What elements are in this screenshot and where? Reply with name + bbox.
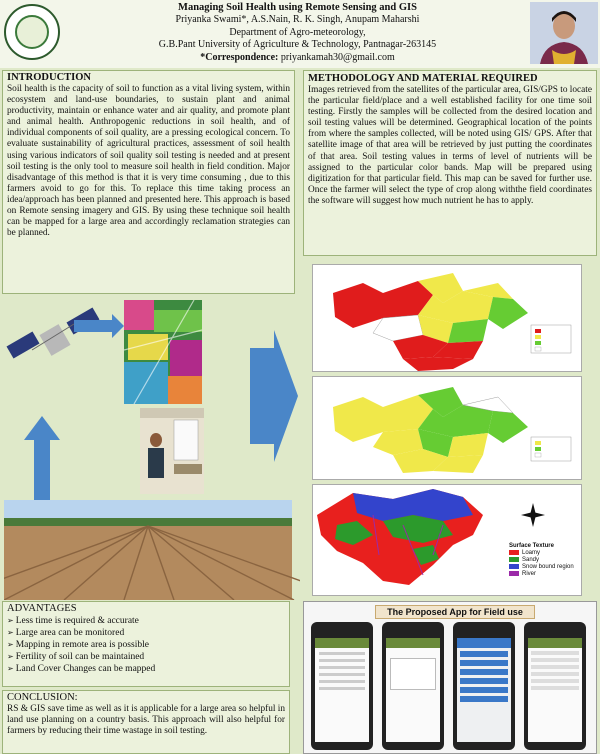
- satellite-icon: [7, 307, 100, 358]
- methodology-text: Images retrieved from the satellites of the particular area, GIS/GPS to locate the particular field/place and a well established facility for one time soil testing. Firstly the samples will be collected from the desired location and soil testing values will be determined. Geographical location of the points from where the samples collected, will be noted using GIS/ GPS. After that satellite image of that area will be retrieved by just putting the coordinates of that area. Soil testing values in terms of level of nutrients will be assigned to the particular color bands. Map will be prepared using digitization for that particular field. This map can be saved for further use. Once the farmer will select the type of crop along withthe field coordinates the software will suggest how much nutrient he has to apply.: [308, 85, 592, 206]
- university-logo: [4, 4, 60, 60]
- authors: Priyanka Swami*, A.S.Nain, R. K. Singh, Anupam Maharshi: [175, 14, 420, 26]
- satellite-image: [124, 300, 202, 404]
- legend-title: Surface Texture: [509, 543, 554, 549]
- legend-item-snow: Snow bound region: [509, 564, 581, 571]
- soil-testing-lab-photo: [140, 408, 204, 494]
- phone-screen-1: [311, 622, 373, 750]
- conclusion-heading: CONCLUSION:: [7, 692, 78, 703]
- legend-item-sandy: Sandy: [509, 557, 581, 564]
- list-item: ➢ Large area can be monitored: [7, 627, 285, 639]
- texture-legend: [509, 543, 581, 578]
- phone-screen-3: [453, 622, 515, 750]
- surface-texture-map: [312, 484, 582, 596]
- introduction-heading: INTRODUCTION: [7, 72, 92, 83]
- legend-item-river: River: [509, 571, 581, 578]
- conclusion-section: [2, 690, 290, 754]
- list-item: ➢ Fertility of soil can be maintained: [7, 651, 285, 663]
- potassium-status-map: [312, 376, 582, 480]
- app-title: The Proposed App for Field use: [375, 605, 535, 619]
- legend-item-loamy: Loamy: [509, 550, 581, 557]
- author-photo: [530, 2, 598, 64]
- methodology-section: [303, 70, 597, 256]
- advantages-heading: ADVANTAGES: [7, 603, 77, 614]
- north-arrow-icon: [521, 503, 545, 527]
- advantages-section: [2, 601, 290, 687]
- introduction-section: [2, 70, 295, 294]
- methodology-heading: METHODOLOGY AND MATERIAL REQUIRED: [308, 73, 538, 84]
- list-item: ➢ Land Cover Changes can be mapped: [7, 663, 285, 675]
- introduction-text: Soil health is the capacity of soil to function as a vital living system, within ecosystem and land-use boundaries, to sustain plant and animal productivity, maintain or enhance water and air quality, and promote plant and animal health. Anthropogenic reductions in soil health, and of individual components of soil quality, are a pressing ecological concern. To evaluate sustainability of agricultural practices, assessment of soil health using various indicators of soil quality soil testing is needed and at present soil testing is the only tool to measure soil health in field condition. Major disadvantage of this method is that it is very time consuming , due to this farmers avoid to go for this. To replace this time taking process an idea/approach has been planned and presented here. This approach is based on Remote sensing imagery and GIS. By using these technique soil health can be mapped for a large area and accordingly reclamation strategies can be planned.: [7, 84, 290, 239]
- university: G.B.Pant University of Agriculture & Technology, Pantnagar-263145: [158, 39, 437, 51]
- workflow-illustration: [4, 300, 300, 600]
- conclusion-text: RS & GIS save time as well as it is applicable for a large area so helpful in land use planning on a country basis. This approach will also helpful for farmers by reducing their time wastage in soil testing.: [7, 704, 285, 737]
- poster-title-block: [70, 2, 525, 64]
- email: priyankamah30@gmail.com: [280, 51, 395, 63]
- advantages-list: [7, 615, 285, 675]
- department: Department of Agro-meteorology,: [229, 26, 366, 38]
- list-item: ➢ Less time is required & accurate: [7, 615, 285, 627]
- agricultural-field-photo: [4, 500, 300, 600]
- poster-title: Managing Soil Health using Remote Sensing and GIS: [178, 2, 417, 13]
- phone-screen-2: [382, 622, 444, 750]
- phone-screen-4: [524, 622, 586, 750]
- list-item: ➢ Mapping in remote area is possible: [7, 639, 285, 651]
- correspondence: *Correspondence: priyankamah30@gmail.com: [200, 51, 395, 63]
- nitrogen-status-map: [312, 264, 582, 372]
